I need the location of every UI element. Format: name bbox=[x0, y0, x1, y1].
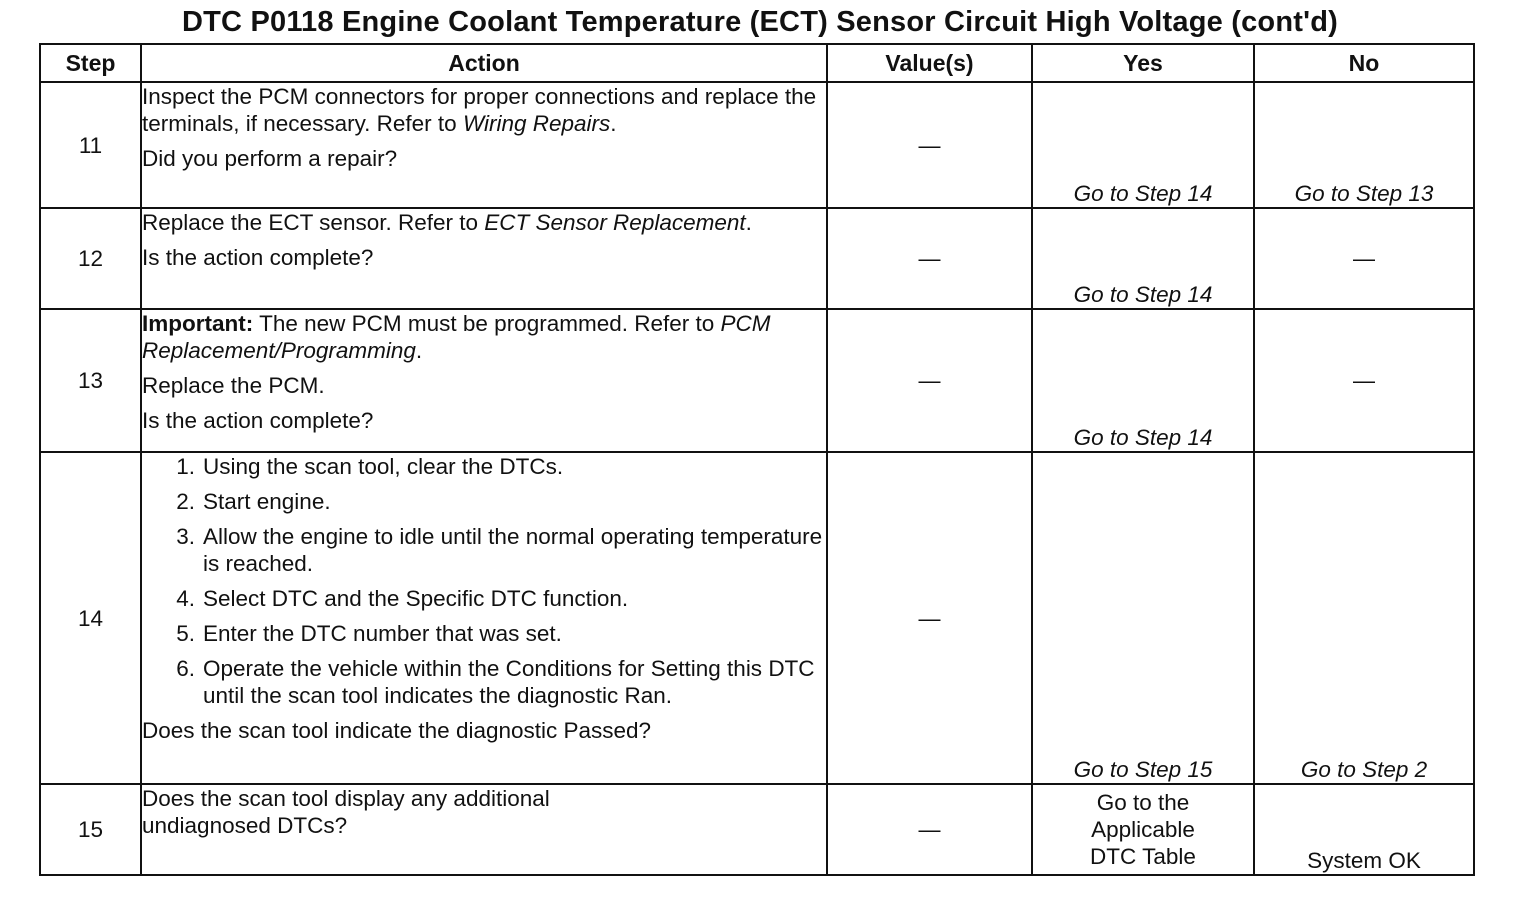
table-header-row bbox=[40, 44, 1474, 82]
no-cell bbox=[1254, 208, 1474, 309]
important-post: . bbox=[415, 338, 423, 363]
no-cell bbox=[1254, 309, 1474, 452]
substep-text: Using the scan tool, clear the DTCs. bbox=[203, 454, 564, 479]
yes-cell bbox=[1032, 82, 1254, 208]
list-item bbox=[142, 488, 826, 515]
list-item bbox=[142, 523, 826, 577]
substep-text: Select DTC and the Specific DTC function. bbox=[203, 586, 629, 611]
yes-cell[interactable] bbox=[1032, 784, 1254, 875]
yes-line: DTC Table bbox=[1090, 844, 1196, 869]
header-step: Step bbox=[40, 44, 141, 82]
value-cell bbox=[827, 784, 1032, 875]
yes-cell bbox=[1032, 208, 1254, 309]
substep-number: 6. bbox=[176, 656, 195, 681]
substep-number: 5. bbox=[176, 621, 195, 646]
value-cell bbox=[827, 309, 1032, 452]
list-item bbox=[142, 620, 826, 647]
action-question: Is the action complete? bbox=[142, 408, 374, 433]
header-action: Action bbox=[141, 44, 827, 82]
action-text-part: Inspect the PCM connectors for proper connections and replace the terminals, if necessary. Refer to bbox=[142, 84, 817, 136]
yes-goto-link[interactable]: Go to Step 14 bbox=[1073, 282, 1213, 307]
value-dash: — bbox=[918, 605, 941, 631]
table-row bbox=[40, 309, 1474, 452]
substep-text: Allow the engine to idle until the normal operating temperature is reached. bbox=[203, 524, 823, 576]
substep-number: 4. bbox=[176, 586, 195, 611]
no-dash: — bbox=[1353, 246, 1375, 271]
action-text-part: . bbox=[745, 210, 752, 235]
action-cell bbox=[141, 784, 827, 875]
action-question: Did you perform a repair? bbox=[142, 146, 398, 171]
action-question: Does the scan tool display any additional undiagnosed DTCs? bbox=[142, 786, 550, 838]
page-title: DTC P0118 Engine Coolant Temperature (ECT) Sensor Circuit High Voltage (cont'd) bbox=[182, 6, 1338, 38]
header-values: Value(s) bbox=[827, 44, 1032, 82]
substep-number: 3. bbox=[176, 524, 195, 549]
table-row bbox=[40, 452, 1474, 784]
substep-list bbox=[142, 453, 826, 709]
yes-cell bbox=[1032, 309, 1254, 452]
no-dash: — bbox=[1353, 368, 1375, 393]
value-cell bbox=[827, 82, 1032, 208]
no-cell bbox=[1254, 784, 1474, 875]
important-label: Important: bbox=[142, 311, 254, 336]
yes-cell bbox=[1032, 452, 1254, 784]
reference-link[interactable]: ECT Sensor Replacement bbox=[484, 210, 746, 235]
step-number: 13 bbox=[40, 309, 141, 452]
action-question: Is the action complete? bbox=[142, 245, 374, 270]
no-cell bbox=[1254, 452, 1474, 784]
yes-goto-link[interactable]: Go to Step 14 bbox=[1073, 181, 1213, 206]
yes-line: Applicable bbox=[1091, 817, 1195, 842]
yes-goto-link[interactable]: Go to Step 14 bbox=[1073, 425, 1213, 450]
substep-number: 2. bbox=[176, 489, 195, 514]
reference-link[interactable]: PCM Replacement/Programming bbox=[142, 311, 771, 363]
substep-text: Start engine. bbox=[203, 489, 331, 514]
no-goto-link[interactable]: Go to Step 13 bbox=[1294, 181, 1434, 206]
value-dash: — bbox=[918, 368, 941, 393]
action-text bbox=[142, 83, 826, 137]
important-text: The new PCM must be programmed. Refer to bbox=[253, 311, 721, 336]
action-text-part: . bbox=[610, 111, 617, 136]
action-text bbox=[142, 209, 826, 236]
action-cell bbox=[141, 452, 827, 784]
value-cell bbox=[827, 208, 1032, 309]
action-text-part: Replace the ECT sensor. Refer to bbox=[142, 210, 485, 235]
table-row bbox=[40, 784, 1474, 875]
step-number: 14 bbox=[40, 452, 141, 784]
list-item bbox=[142, 453, 826, 480]
no-cell bbox=[1254, 82, 1474, 208]
table-row bbox=[40, 208, 1474, 309]
action-text: Replace the PCM. bbox=[142, 373, 325, 398]
action-cell bbox=[141, 208, 827, 309]
substep-text: Operate the vehicle within the Conditions for Setting this DTC until the scan tool indicates the diagnostic Ran. bbox=[203, 656, 815, 708]
action-cell bbox=[141, 309, 827, 452]
action-question: Does the scan tool indicate the diagnostic Passed? bbox=[142, 718, 652, 743]
important-note bbox=[142, 310, 826, 364]
system-ok-text: System OK bbox=[1307, 848, 1421, 873]
substep-number: 1. bbox=[176, 454, 195, 479]
substep-text: Enter the DTC number that was set. bbox=[203, 621, 562, 646]
step-number: 15 bbox=[40, 784, 141, 875]
value-dash: — bbox=[918, 132, 941, 158]
diagnostic-table bbox=[39, 43, 1475, 876]
step-number: 11 bbox=[40, 82, 141, 208]
no-goto-link[interactable]: Go to Step 2 bbox=[1300, 757, 1428, 782]
header-yes: Yes bbox=[1032, 44, 1254, 82]
value-dash: — bbox=[918, 246, 941, 271]
table-row bbox=[40, 82, 1474, 208]
value-cell bbox=[827, 452, 1032, 784]
yes-goto-link[interactable]: Go to Step 15 bbox=[1073, 757, 1213, 782]
value-dash: — bbox=[918, 817, 941, 842]
step-number: 12 bbox=[40, 208, 141, 309]
yes-line: Go to the bbox=[1096, 790, 1190, 815]
header-no: No bbox=[1254, 44, 1474, 82]
reference-link[interactable]: Wiring Repairs bbox=[462, 111, 611, 136]
list-item bbox=[142, 585, 826, 612]
list-item bbox=[142, 655, 826, 709]
action-cell bbox=[141, 82, 827, 208]
